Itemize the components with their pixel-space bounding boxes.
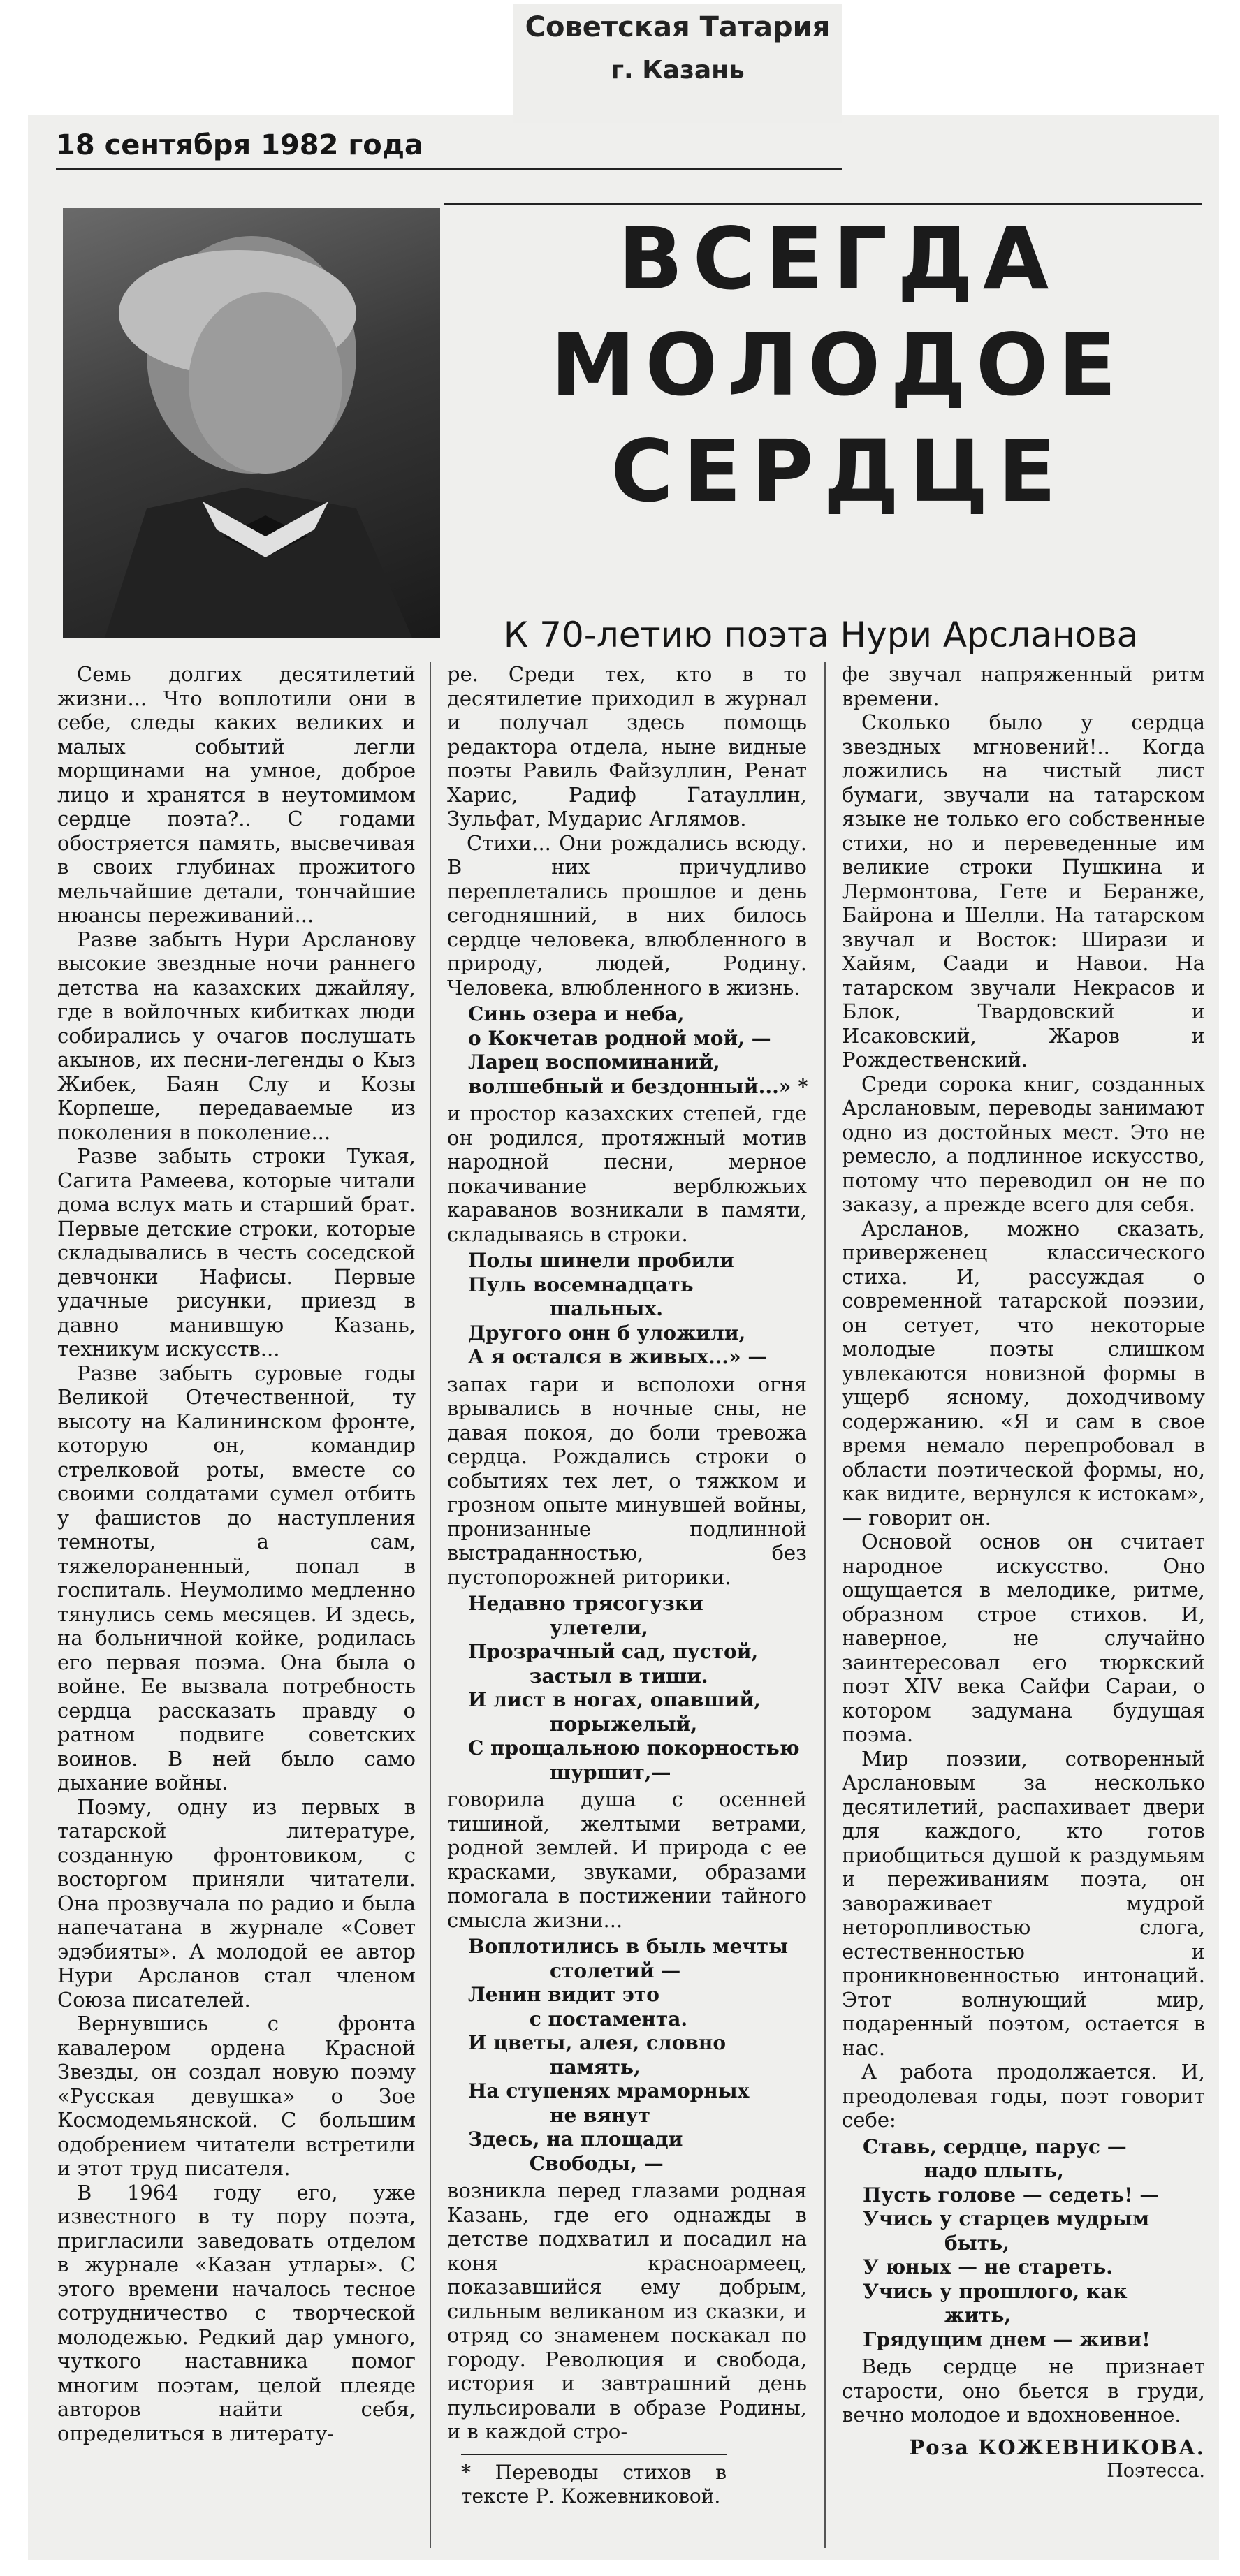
paragraph: Семь долгих десятилетий жизни... Что воплотили они в себе, следы каких великих и малых событий легли морщинами на умное, доброе лицо и хранятся в неутомимом сердце поэта?.. С годами обостряется память, высвечивая в своих глубинах прожитого мельчайшие детали, тончайшие нюансы переживаний...: [57, 662, 416, 927]
paragraph: фе звучал напряженный ритм времени.: [842, 662, 1205, 710]
author-role: Поэтесса.: [1107, 2460, 1205, 2482]
poem-line: порыжелый,: [468, 1712, 698, 1736]
author-signature: Роза КОЖЕВНИКОВА.: [909, 2435, 1205, 2459]
headline-line-3: СЕРДЦЕ: [611, 422, 1066, 521]
poem-excerpt-4: [468, 1935, 807, 2176]
poem-line: Другого онн б уложили,: [468, 1321, 746, 1345]
poem-line: столетий —: [468, 1959, 681, 1982]
poem-line: Грядущим днем — живи!: [863, 2327, 1151, 2351]
poem-line: Воплотились в быль мечты: [468, 1935, 789, 1958]
paragraph: Ведь сердце не признает старости, оно бьется в груди, вечно молодое и вдохновенное.: [842, 2355, 1205, 2427]
headline-rule: [444, 203, 1202, 205]
poet-portrait-photo: [63, 208, 440, 638]
poem-line: И цветы, алея, словно: [468, 2031, 727, 2054]
poem-excerpt-1: [468, 1002, 807, 1099]
poem-line: память,: [468, 2055, 641, 2079]
poem-line: Ставь, сердце, парус —: [863, 2135, 1127, 2158]
poem-excerpt-3: [468, 1592, 807, 1785]
poem-line: шуршит,—: [468, 1760, 671, 1784]
paragraph: Мир поэзии, сотворенный Арслановым за несколько десятилетий, распахивает двери для каждого, кто готов приобщиться душой к раздумьям и переживаниям поэта, он завораживает мудрой неторопливостью слога, естественностью и проникновенностью интонаций. Этот волнующий мир, подаренный поэтом, остается в нас.: [842, 1746, 1205, 2060]
column-divider: [824, 662, 826, 2548]
poem-line: Ленин видит это: [468, 1983, 659, 2006]
poem-line: Пуль восемнадцать: [468, 1273, 694, 1296]
paragraph: и простор казахских степей, где он родился, протяжный мотив народной песни, мерное покачивание верблюжьих караванов возникали в памяти, складываясь в строки.: [447, 1102, 807, 1246]
poem-line: Свободы, —: [468, 2151, 664, 2175]
paragraph: Разве забыть Нури Арсланову высокие звездные ночи раннего детства на казахских джайляу, где в войлочных кибитках люди собирались у очагов послушать акынов, их песни-легенды о Кыз Жибек, Баян Слу и Козы Корпеше, передаваемые из поколения в поколение...: [57, 927, 416, 1144]
poem-line: Полы шинели пробили: [468, 1249, 734, 1272]
poem-line: не вянут: [468, 2103, 650, 2127]
dateline: 18 сентября 1982 года: [56, 129, 424, 161]
paragraph: Разве забыть суровые годы Великой Отечественной, ту высоту на Калининском фронте, которую он, командир стрелковой роты, вместе со своими солдатами сумел отбить у фашистов до наступления темноты, а сам, тяжелораненный, попал в госпиталь. Неумолимо медленно тянулись семь месяцев. И здесь, на больничной койке, родилась его первая поэма. Она была о войне. Ее вызвала потребность сердца рассказать правду о ратном подвиге советских воинов. В ней было само дыхание войны.: [57, 1361, 416, 1794]
poem-line: А я остался в живых...» —: [468, 1345, 768, 1368]
poem-line: Синь озера и неба,: [468, 1002, 685, 1025]
subheadline: К 70-летию поэта Нури Арсланова: [503, 615, 1139, 655]
paragraph: Среди сорока книг, созданных Арслановым, переводы занимают одно из достойных мест. Это не ремесло, а подлинное искусство, потому что переводил он не по заказу, а прежде всего для себя.: [842, 1071, 1205, 1216]
article-column-3: [842, 662, 1205, 2484]
poem-line: Учись у старцев мудрым: [863, 2207, 1150, 2230]
paragraph: Поэму, одну из первых в татарской литературе, созданную фронтовиком, с восторгом приняли читатели. Она прозвучала по радио и была напечатана в журнале «Совет эдэбияты». А молодой ее автор Нури Арсланов стал членом Союза писателей.: [57, 1794, 416, 2012]
poem-line: жить,: [863, 2304, 1012, 2327]
poem-line: волшебный и бездонный...» *: [468, 1074, 808, 1098]
poem-line: Учись у прошлого, как: [863, 2279, 1128, 2303]
poem-line: Прозрачный сад, пустой,: [468, 1640, 759, 1663]
poem-line: о Кокчетав родной мой, —: [468, 1026, 771, 1050]
column-divider: [430, 662, 431, 2548]
poem-line: Пусть голове — седеть! —: [863, 2183, 1160, 2207]
paragraph: Стихи... Они рождались всюду. В них причудливо переплетались прошлое и день сегодняшний, в них билось сердце человека, влюбленного в природу, людей, Родину. Человека, влюбленного в жизнь.: [447, 830, 807, 1000]
poem-line: Ларец воспоминаний,: [468, 1051, 720, 1074]
poem-line: с постамента.: [468, 2007, 688, 2030]
paragraph: говорила душа с осенней тишиной, желтыми ветрами, родной землей. И природа с ее красками, звуками, образами помогала в постижении тайного смысла жизни...: [447, 1787, 807, 1932]
poem-excerpt-5: [863, 2135, 1205, 2352]
paragraph: В 1964 году его, уже известного в ту пору поэта, пригласили заведовать отделом в журнале «Казан утлары». С этого времени началось тесное сотрудничество с творческой молодежью. Редкий дар умного, чуткого наставника помог многим поэтам, целой плеяде авторов найти себя, определиться в литерату-: [57, 2180, 416, 2445]
poem-line: Недавно трясогузки: [468, 1592, 703, 1615]
paragraph: возникла перед глазами родная Казань, где его однажды в детстве подхватил и посадил на коня красноармеец, показавшийся ему добрым, сильным великаном из сказки, и отряд со знаменем поскакал по городу. Революция и свобода, история и завтрашний день пульсировали в образе Родины, и в каждой стро-: [447, 2179, 807, 2443]
headline-line-2: МОЛОДОЕ: [550, 316, 1126, 415]
poem-excerpt-2: [468, 1249, 807, 1370]
paragraph: Вернувшись с фронта кавалером ордена Красной Звезды, он создал новую поэму «Русская девушка» о Зое Космодемьянской. С большим одобрением читатели встретили и этот труд писателя.: [57, 2012, 416, 2180]
translation-footnote: * Переводы стихов в тексте Р. Кожевниковой.: [461, 2454, 727, 2508]
poem-line: быть,: [863, 2231, 1009, 2255]
newspaper-city: г. Казань: [611, 56, 745, 85]
article-column-1: [57, 662, 416, 2445]
headline-line-1: ВСЕГДА: [618, 210, 1059, 309]
poem-line: надо плыть,: [863, 2159, 1064, 2182]
masthead: [513, 4, 842, 123]
poem-line: И лист в ногах, опавший,: [468, 1688, 761, 1711]
newspaper-name: Советская Татария: [525, 11, 831, 43]
article-column-2: [447, 662, 807, 2508]
paragraph: А работа продолжается. И, преодолевая годы, поэт говорит себе:: [842, 2060, 1205, 2132]
poem-line: С прощальною покорностью: [468, 1736, 800, 1759]
poem-line: У юных — не стареть.: [863, 2255, 1114, 2278]
poem-line: шальных.: [468, 1297, 663, 1320]
paragraph: Сколько было у сердца звездных мгновений!.. Когда ложились на чистый лист бумаги, звучали на татарском языке не только его собственные стихи, но и переведенные им великие строки Пушкина и Лермонтова, Гете и Беранже, Байрона и Шелли. На татарском звучал и Восток: Ширази и Хайям, Саади и Навои. На татарском звучали Некрасов и Блок, Твардовский и Исаковский, Жаров и Рождественский.: [842, 710, 1205, 1071]
poem-line: застыл в тиши.: [468, 1664, 708, 1688]
dateline-rule: [56, 168, 842, 170]
paragraph: Разве забыть строки Тукая, Сагита Рамеева, которые читали дома вслух мать и старший брат. Первые детские строки, которые складывались в честь соседской девчонки Нафисы. Первые удачные рисунки, приезд в давно манившую Казань, техникум искусств...: [57, 1144, 416, 1361]
poem-line: улетели,: [468, 1616, 648, 1639]
poem-line: На ступенях мраморных: [468, 2079, 750, 2102]
paragraph: запах гари и всполохи огня врывались в ночные сны, не давая покоя, до боли тревожа сердца. Рождались строки о событиях тех лет, о тяжком и грозном опыте минувшей войны, пронизанные подлинной выстраданностью, без пустопорожней риторики.: [447, 1372, 807, 1589]
poem-line: Здесь, на площади: [468, 2128, 683, 2151]
paragraph: Арсланов, можно сказать, приверженец классического стиха. И, рассуждая о современной татарской поэзии, он сетует, что некоторые молодые поэты слишком увлекаются новизной формы в ущерб ясному, доходчивому содержанию. «Я и сам в свое время немало перепробовал в области поэтической формы, но, как видите, вернулся к истокам», — говорит он.: [842, 1216, 1205, 1530]
headline: [475, 206, 1202, 525]
paragraph: Основой основ он считает народное искусство. Оно ощущается в мелодике, ритме, образном строе стихов. И, наверное, не случайно заинтересовал его тюркский поэт XIV века Сайфи Сараи, о котором задумана будущая поэма.: [842, 1530, 1205, 1746]
paragraph: ре. Среди тех, кто в то десятилетие приходил в журнал и получал здесь помощь редактора отдела, ныне видные поэты Равиль Файзуллин, Ренат Харис, Радиф Гатауллин, Зульфат, Мударис Аглямов.: [447, 662, 807, 830]
